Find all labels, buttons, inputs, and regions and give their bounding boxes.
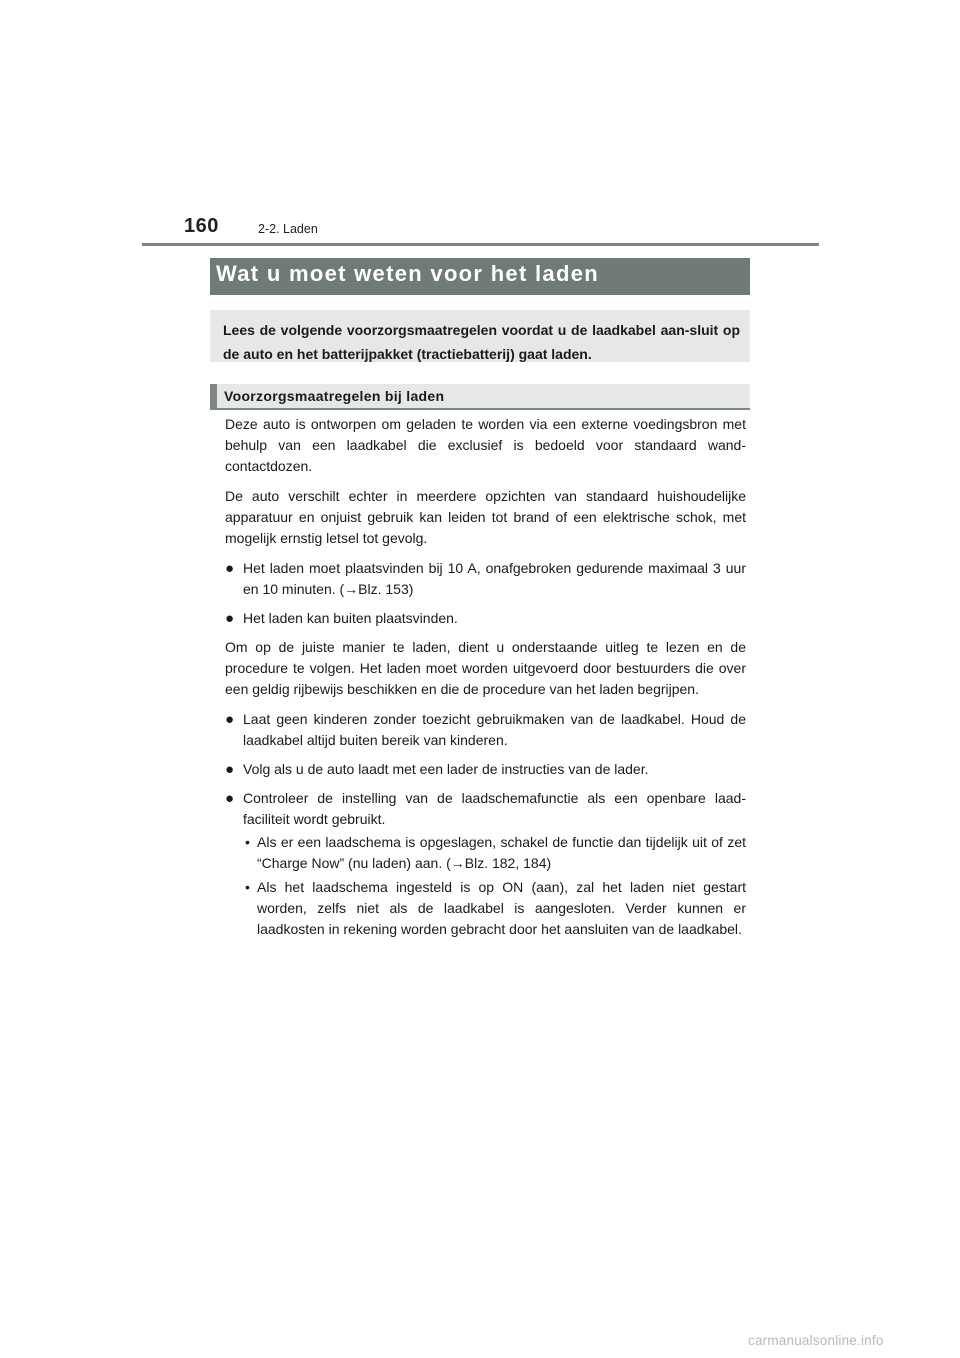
bullet-dot-icon: ● <box>225 610 235 627</box>
header-rule <box>142 243 819 246</box>
bullet-text: Laat geen kinderen zonder toezicht gebruikmaken van de laadkabel. Houd de laadkabel altijd buiten bereik van kinderen. <box>243 711 746 748</box>
page-title: Wat u moet weten voor het laden <box>216 261 599 286</box>
sub-bullet-dot-icon: • <box>245 879 250 895</box>
section-heading-bar <box>210 384 750 410</box>
bullet-dot-icon: ● <box>225 711 235 728</box>
section-heading: Voorzorgsmaatregelen bij laden <box>224 388 445 404</box>
bullet-item <box>225 608 746 629</box>
title-bar <box>210 258 750 295</box>
bullet-text: Controleer de instelling van de laadschemafunctie als een openbare laad-faciliteit wordt gebruikt. <box>243 790 746 827</box>
bullet-dot-icon: ● <box>225 790 235 807</box>
bullet-item <box>225 709 746 751</box>
bullet-text: Volg als u de auto laadt met een lader de instructies van de lader. <box>243 761 649 777</box>
sub-bullet-text: Als het laadschema ingesteld is op ON (aan), zal het laden niet gestart worden, zelfs niet als de laadkabel is aangesloten. Verder kunnen er laadkosten in rekening worden gebracht door het aansluiten van de laadkabel. <box>257 879 746 937</box>
bullet-dot-icon: ● <box>225 560 235 577</box>
paragraph: Om op de juiste manier te laden, dient u onderstaande uitleg te lezen en de procedure te volgen. Het laden moet worden uitgevoerd door bestuurders die over een geldig rijbewijs beschikken en die de procedure van het laden begrijpen. <box>225 639 746 697</box>
sub-bullet-dot-icon: • <box>245 834 250 850</box>
bullet-item <box>225 759 746 780</box>
sub-bullet-item <box>243 877 746 940</box>
bullet-text: Het laden moet plaatsvinden bij 10 A, onafgebroken gedurende maximaal 3 uur en 10 minuten. (→Blz. 153) <box>243 560 746 597</box>
paragraph: De auto verschilt echter in meerdere opzichten van standaard huishoudelijke apparatuur en onjuist gebruik kan leiden tot brand of een elektrische schok, met mogelijk ernstig letsel tot gevolg. <box>225 488 746 546</box>
section-heading-marker <box>210 384 217 408</box>
bullet-item <box>225 788 746 830</box>
paragraph: Deze auto is ontworpen om geladen te worden via een externe voedingsbron met behulp van een laadkabel die exclusief is bedoeld voor standaard wand-contactdozen. <box>225 416 746 474</box>
watermark: carmanualsonline.info <box>748 1333 884 1348</box>
intro-box: Lees de volgende voorzorgsmaatregelen voordat u de laadkabel aan-sluit op de auto en het batterijpakket (tractiebatterij) gaat laden. <box>210 310 750 362</box>
bullet-dot-icon: ● <box>225 761 235 778</box>
sub-bullet-item <box>243 832 746 874</box>
bullet-item <box>225 558 746 600</box>
section-body <box>225 414 746 943</box>
bullet-text: Het laden kan buiten plaatsvinden. <box>243 610 458 626</box>
page-number: 160 <box>184 215 219 237</box>
sub-bullet-text: Als er een laadschema is opgeslagen, schakel de functie dan tijdelijk uit of zet “Charge Now” (nu laden) aan. (→Blz. 182, 184) <box>257 834 746 871</box>
sub-bullet-list <box>243 832 746 940</box>
running-head: 2-2. Laden <box>258 222 318 236</box>
